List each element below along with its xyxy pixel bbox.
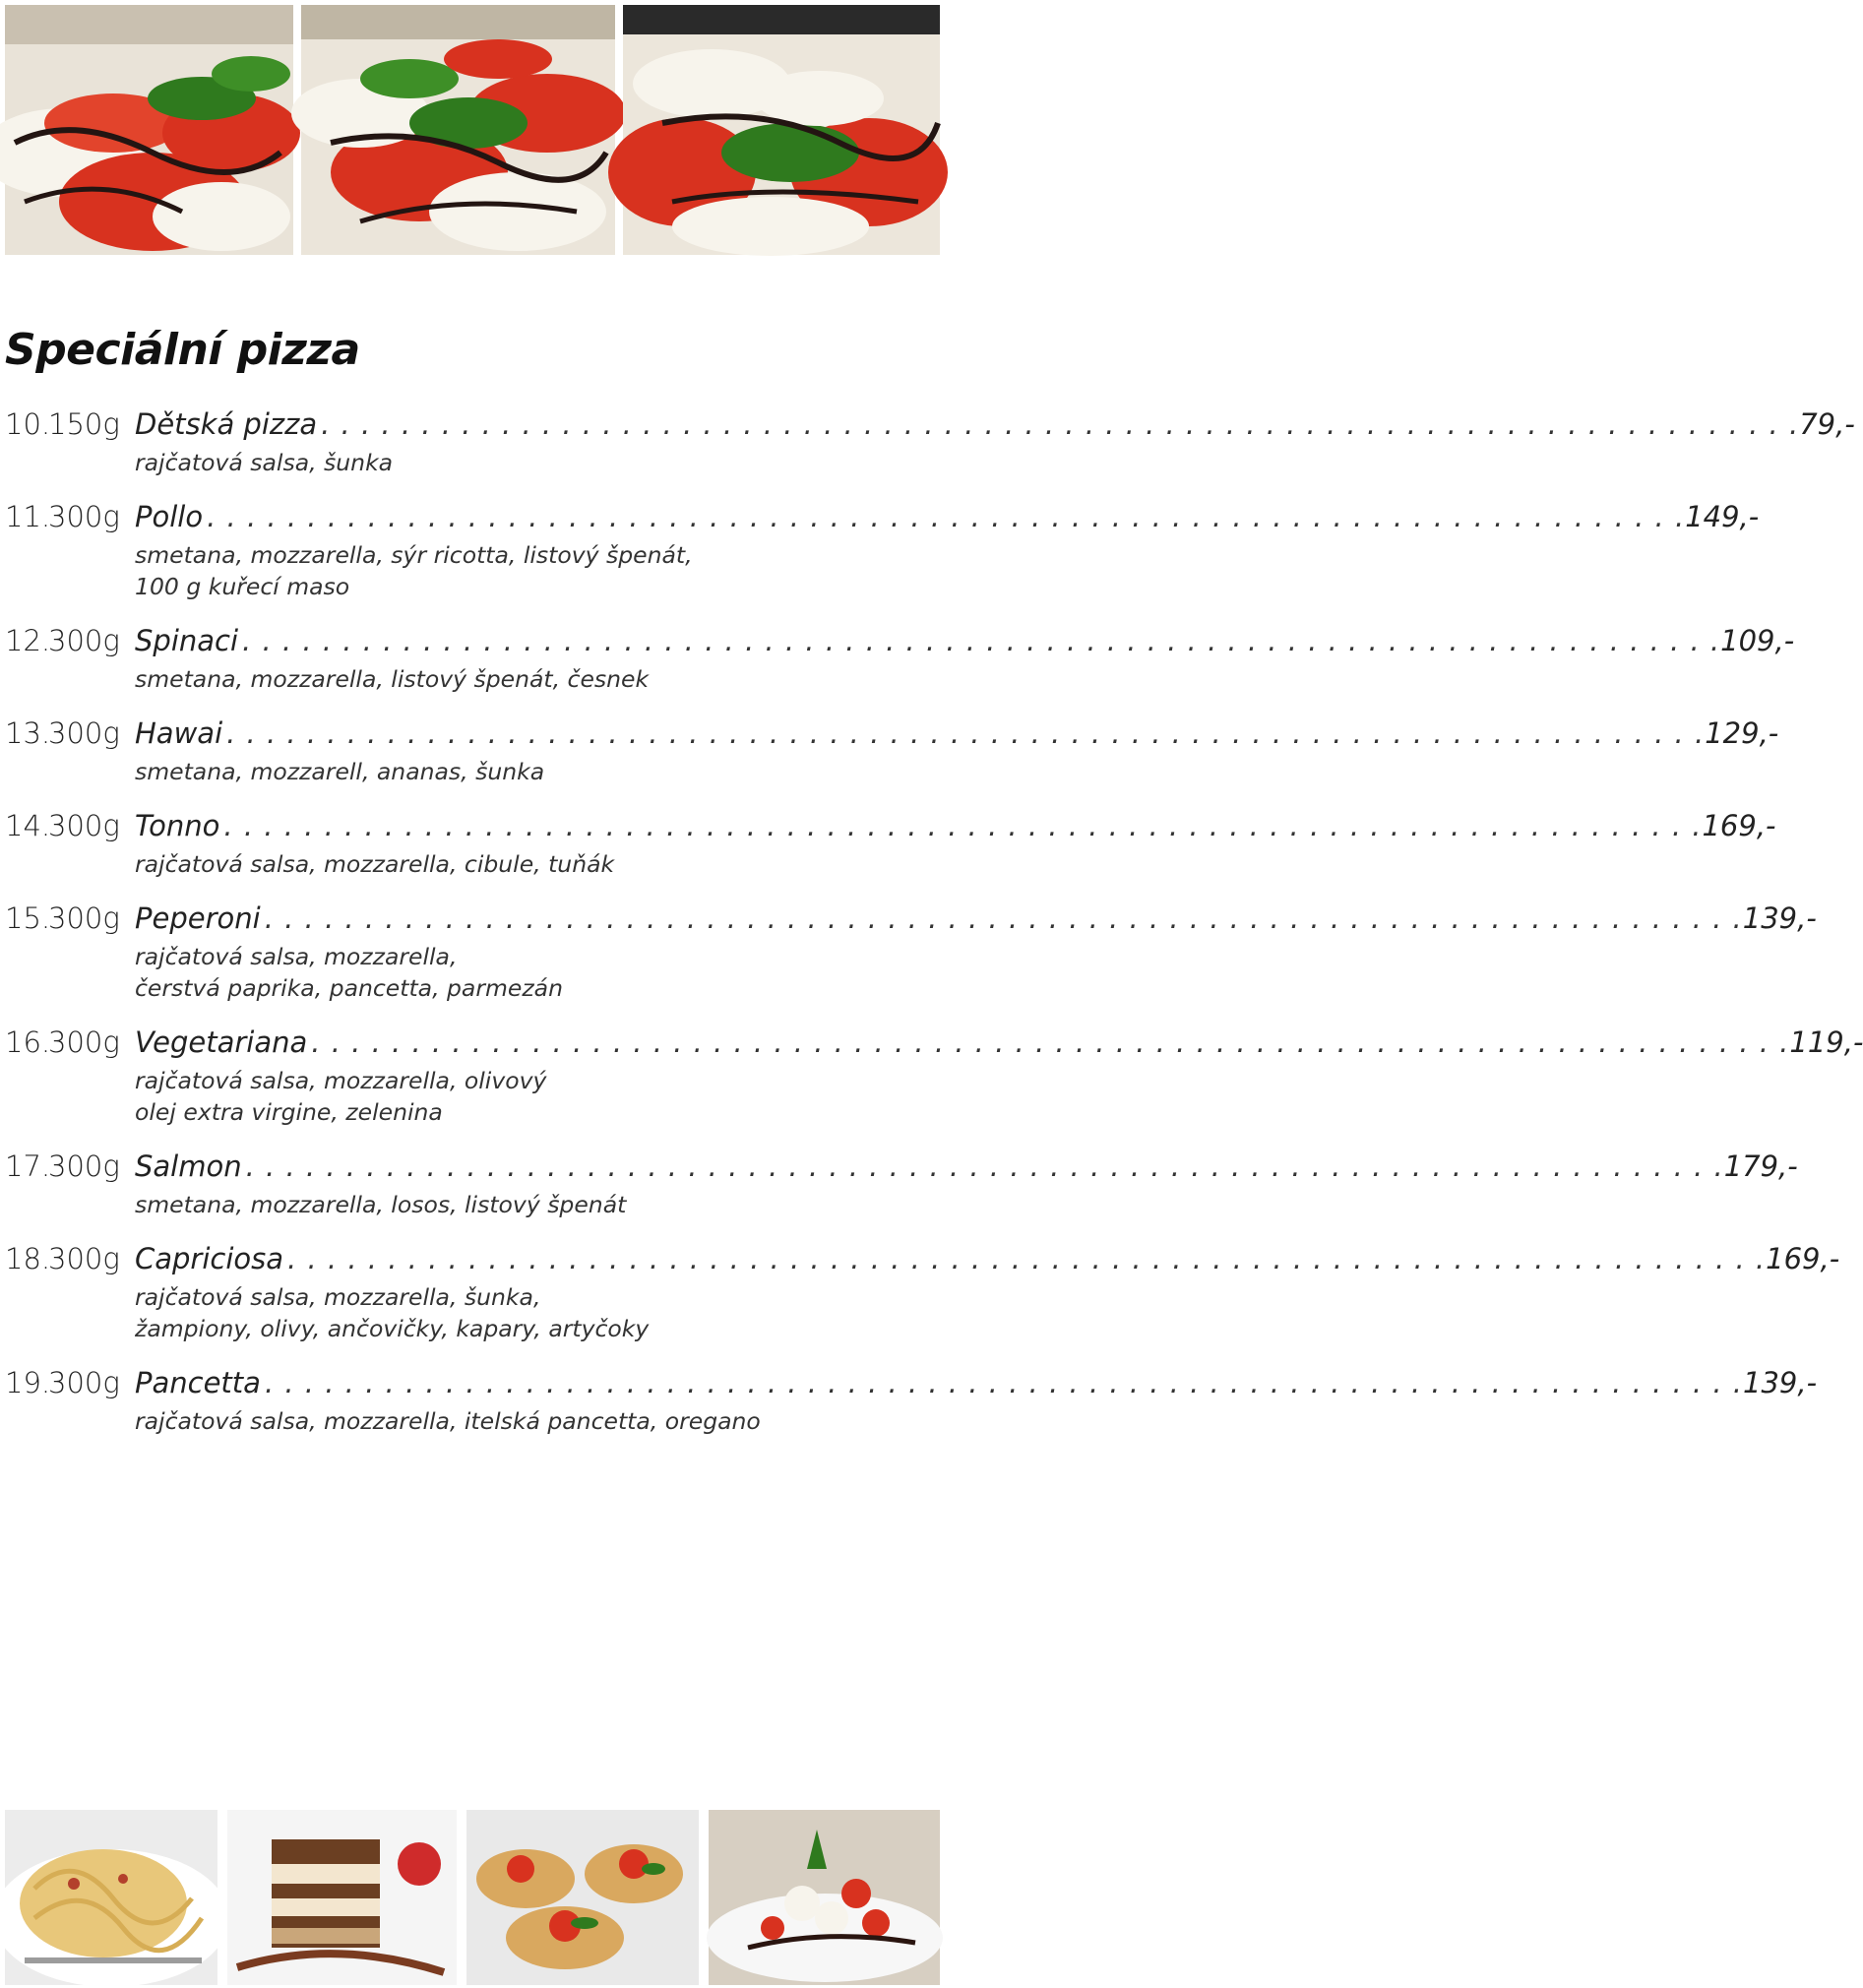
- menu-item-line: [5, 1020, 1863, 1065]
- tiramisu-photo-icon: [227, 1810, 457, 1985]
- menu-item-name: Pancetta: [135, 1366, 261, 1399]
- menu-item-price: 139,-: [1742, 901, 1817, 935]
- menu-item-number: 11.: [5, 500, 51, 533]
- caprese-skewers-photo-icon: [709, 1810, 940, 1985]
- menu-item-weight: 300g: [48, 1149, 120, 1183]
- menu-item-line: [5, 1236, 1840, 1281]
- menu-item-price: 79,-: [1799, 407, 1855, 441]
- menu-item-line: [5, 803, 1776, 848]
- menu-item: [5, 896, 1817, 1020]
- menu-item-number: 18.: [5, 1242, 51, 1275]
- menu-item-price: 119,-: [1789, 1025, 1863, 1059]
- menu-item-description: čerstvá paprika, pancetta, parmezán: [135, 974, 563, 1002]
- menu-item-price: 169,-: [1702, 809, 1776, 842]
- menu-item-weight: 300g: [48, 624, 120, 657]
- menu-item-description: rajčatová salsa, mozzarella, cibule, tuňák: [135, 850, 615, 878]
- caprese-salad-photo-icon: [301, 5, 615, 255]
- caprese-salad-photo-icon: [623, 5, 940, 255]
- menu-item-number: 12.: [5, 624, 51, 657]
- menu-item-line: [5, 618, 1795, 663]
- menu-item-description: 100 g kuřecí maso: [135, 573, 350, 600]
- menu-item-number: 17.: [5, 1149, 51, 1183]
- menu-item-price: 149,-: [1685, 500, 1760, 533]
- menu-item-description: rajčatová salsa, mozzarella, itelská pancetta, oregano: [135, 1407, 761, 1435]
- menu-item-name: Salmon: [135, 1149, 242, 1183]
- menu-item-description: žampiony, olivy, ančovičky, kapary, artyčoky: [135, 1315, 650, 1342]
- menu-item-leader-dots: . . . . . . . . . . . . . . . . . . . . . . . . . . . . . . . . . . . . . . . . . . . . . . . . . . . . . . . . . . . . . . . . . . . . . . . . . .: [287, 1242, 1767, 1275]
- menu-item-weight: 300g: [48, 1366, 120, 1399]
- menu-item-line: [5, 896, 1817, 941]
- menu-item-weight: 300g: [48, 901, 120, 935]
- menu-item-leader-dots: . . . . . . . . . . . . . . . . . . . . . . . . . . . . . . . . . . . . . . . . . . . . . . . . . . . . . . . . . . . . . . . . . . . . . . . . . .: [264, 901, 1743, 935]
- menu-item: [5, 494, 1760, 618]
- menu-item-description: smetana, mozzarella, losos, listový špenát: [135, 1191, 627, 1218]
- menu-item-name: Hawai: [135, 716, 223, 750]
- menu-item-weight: 300g: [48, 809, 120, 842]
- menu-item: [5, 402, 1855, 494]
- header-photo-strip: [5, 5, 940, 255]
- menu-item-weight: 300g: [48, 716, 120, 750]
- menu-item-number: 16.: [5, 1025, 51, 1059]
- menu-item-leader-dots: . . . . . . . . . . . . . . . . . . . . . . . . . . . . . . . . . . . . . . . . . . . . . . . . . . . . . . . . . . . . . . . . . . . . . . . . . .: [264, 1366, 1744, 1399]
- menu-item-weight: 300g: [48, 500, 120, 533]
- menu-item-price: 139,-: [1743, 1366, 1818, 1399]
- menu-item-price: 109,-: [1720, 624, 1795, 657]
- menu-item-name: Vegetariana: [135, 1025, 308, 1059]
- menu-item-leader-dots: . . . . . . . . . . . . . . . . . . . . . . . . . . . . . . . . . . . . . . . . . . . . . . . . . . . . . . . . . . . . . . . . . . . . . . . . . .: [311, 1025, 1790, 1059]
- menu-item-name: Dětská pizza: [135, 407, 318, 441]
- menu-item-leader-dots: . . . . . . . . . . . . . . . . . . . . . . . . . . . . . . . . . . . . . . . . . . . . . . . . . . . . . . . . . . . . . . . . . . . . . . . . . .: [321, 407, 1800, 441]
- menu-item-leader-dots: . . . . . . . . . . . . . . . . . . . . . . . . . . . . . . . . . . . . . . . . . . . . . . . . . . . . . . . . . . . . . . . . . . . . . . . . . .: [242, 624, 1721, 657]
- menu-item-description: smetana, mozzarell, ananas, šunka: [135, 758, 545, 785]
- menu-item: [5, 803, 1776, 896]
- menu-item: [5, 618, 1795, 711]
- menu-item-number: 14.: [5, 809, 51, 842]
- menu-item-description: rajčatová salsa, mozzarella,: [135, 943, 458, 970]
- menu-item: [5, 711, 1779, 803]
- menu-item-leader-dots: . . . . . . . . . . . . . . . . . . . . . . . . . . . . . . . . . . . . . . . . . . . . . . . . . . . . . . . . . . . . . . . . . . . . . . . . . .: [223, 809, 1703, 842]
- menu-item-number: 10.: [5, 407, 51, 441]
- menu-item: [5, 1360, 1818, 1453]
- menu-item-description: smetana, mozzarella, sýr ricotta, listový špenát,: [135, 541, 693, 569]
- menu-item-number: 19.: [5, 1366, 51, 1399]
- menu-item-line: [5, 1144, 1798, 1189]
- menu-item-number: 13.: [5, 716, 51, 750]
- menu-item-name: Peperoni: [135, 901, 261, 935]
- menu-item-leader-dots: . . . . . . . . . . . . . . . . . . . . . . . . . . . . . . . . . . . . . . . . . . . . . . . . . . . . . . . . . . . . . . . . . . . . . . . . . .: [245, 1149, 1724, 1183]
- pizza-menu-list: [5, 402, 1863, 1453]
- menu-item-price: 129,-: [1705, 716, 1779, 750]
- menu-item-name: Spinaci: [135, 624, 239, 657]
- menu-item-weight: 300g: [48, 1242, 120, 1275]
- menu-item-description: smetana, mozzarella, listový špenát, česnek: [135, 665, 650, 693]
- section-title: Speciální pizza: [5, 325, 360, 375]
- menu-item: [5, 1144, 1798, 1236]
- menu-item-description: rajčatová salsa, šunka: [135, 449, 394, 476]
- bruschetta-photo-icon: [466, 1810, 699, 1985]
- spaghetti-carbonara-photo-icon: [5, 1810, 217, 1985]
- menu-item-leader-dots: . . . . . . . . . . . . . . . . . . . . . . . . . . . . . . . . . . . . . . . . . . . . . . . . . . . . . . . . . . . . . . . . . . . . . . . . . .: [207, 500, 1686, 533]
- menu-item-description: rajčatová salsa, mozzarella, olivový: [135, 1067, 547, 1094]
- menu-item-line: [5, 1360, 1818, 1405]
- menu-item-name: Pollo: [135, 500, 204, 533]
- menu-item-weight: 300g: [48, 1025, 120, 1059]
- menu-item-price: 179,-: [1723, 1149, 1798, 1183]
- menu-item-line: [5, 711, 1779, 756]
- menu-item-name: Tonno: [135, 809, 220, 842]
- menu-item-price: 169,-: [1766, 1242, 1840, 1275]
- menu-item-description: olej extra virgine, zelenina: [135, 1098, 443, 1126]
- caprese-salad-photo-icon: [5, 5, 293, 255]
- menu-item-line: [5, 402, 1855, 447]
- menu-item: [5, 1020, 1863, 1144]
- menu-item-description: rajčatová salsa, mozzarella, šunka,: [135, 1283, 541, 1311]
- menu-item: [5, 1236, 1840, 1360]
- menu-item-number: 15.: [5, 901, 51, 935]
- menu-item-line: [5, 494, 1760, 539]
- footer-photo-strip: [5, 1810, 940, 1985]
- menu-item-leader-dots: . . . . . . . . . . . . . . . . . . . . . . . . . . . . . . . . . . . . . . . . . . . . . . . . . . . . . . . . . . . . . . . . . . . . . . . . . .: [226, 716, 1706, 750]
- menu-item-name: Capriciosa: [135, 1242, 284, 1275]
- menu-item-weight: 150g: [48, 407, 120, 441]
